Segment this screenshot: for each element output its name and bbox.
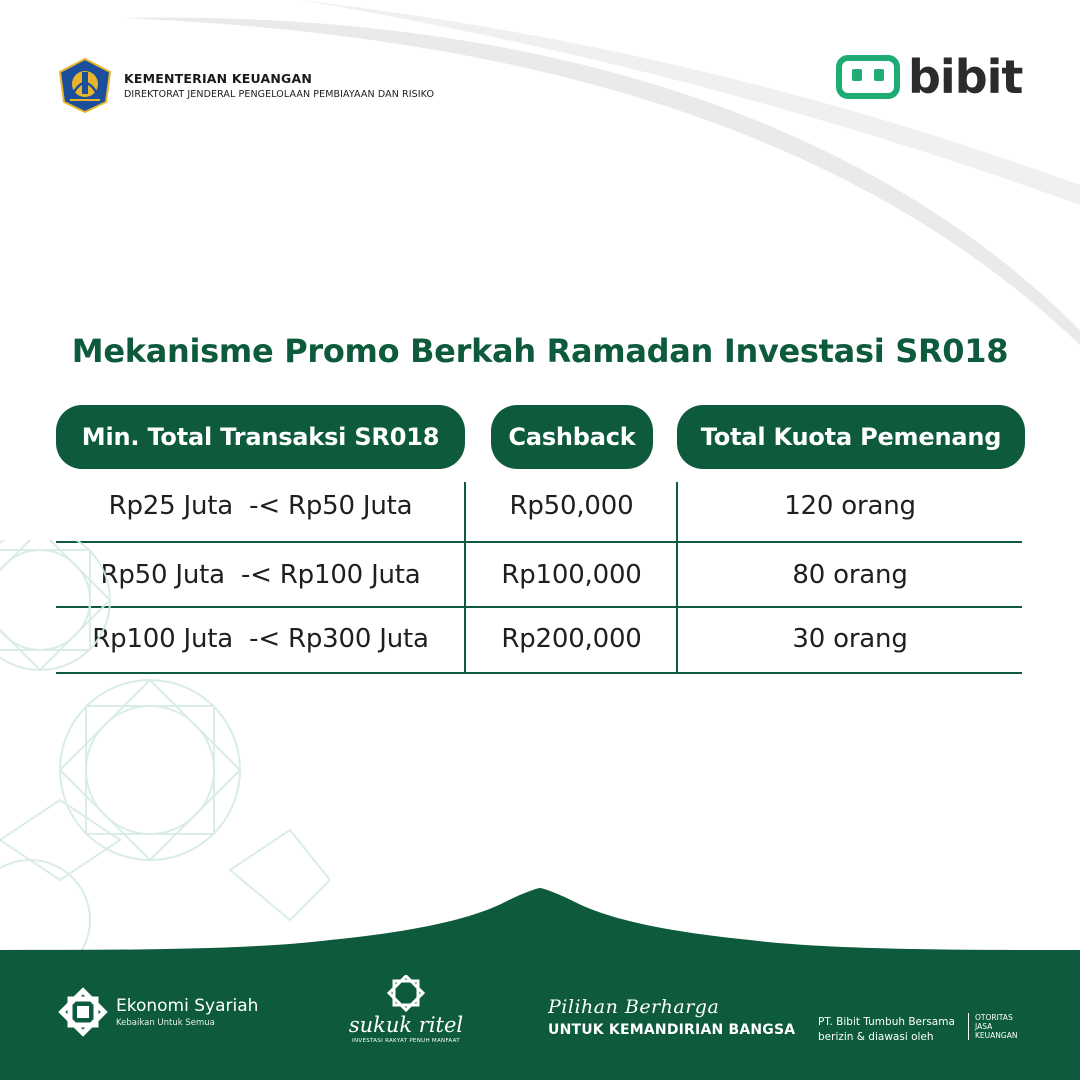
table-cell-quota: 80 orang	[792, 560, 908, 590]
bibit-logo	[836, 50, 1023, 104]
slogan-bottom: UNTUK KEMANDIRIAN BANGSA	[548, 1022, 796, 1038]
kemenkeu-emblem-icon	[56, 56, 114, 114]
ekonomi-syariah-tagline: Kebaikan Untuk Semua	[116, 1018, 215, 1028]
slogan-top: Pilihan Berharga	[548, 996, 720, 1018]
sukuk-ritel-logo	[343, 975, 469, 1044]
ministry-logo	[56, 56, 434, 114]
table-cell-min-transaction: Rp100 Juta -< Rp300 Juta	[92, 624, 429, 654]
ojk-licensed: berizin & diawasi oleh	[818, 1031, 934, 1043]
ojk-logo	[968, 1013, 1017, 1040]
brand-name: bibit	[908, 50, 1023, 104]
table-cell-min-transaction: Rp50 Juta -< Rp100 Juta	[100, 560, 421, 590]
header-cashback: Cashback	[491, 405, 653, 469]
page-title: Mekanisme Promo Berkah Ramadan Investasi SR018	[71, 332, 1009, 370]
pilihan-berharga-slogan	[548, 996, 795, 1038]
sukuk-ritel-tagline: INVESTASI RAKYAT PENUH MANFAAT	[352, 1038, 460, 1044]
bibit-logo-icon	[836, 55, 900, 99]
ekonomi-syariah-logo	[56, 985, 258, 1039]
ministry-name: KEMENTERIAN KEUANGAN	[124, 70, 313, 86]
header-quota: Total Kuota Pemenang	[677, 405, 1025, 469]
footer-wave	[0, 880, 1080, 1080]
ojk-logo-line: OTORITAS	[975, 1013, 1013, 1022]
table-cell-quota: 120 orang	[784, 491, 916, 521]
table-cell-cashback: Rp50,000	[509, 491, 634, 521]
ojk-statement	[818, 1015, 955, 1045]
table-cell-cashback: Rp100,000	[501, 560, 642, 590]
header-min-transaction: Min. Total Transaksi SR018	[56, 405, 465, 469]
ojk-company: PT. Bibit Tumbuh Bersama	[818, 1016, 955, 1028]
ministry-subtitle: DIREKTORAT JENDERAL PENGELOLAAN PEMBIAYAAN DAN RISIKO	[124, 88, 435, 100]
ekonomi-syariah-name: Ekonomi Syariah	[116, 996, 259, 1016]
table-cell-cashback: Rp200,000	[501, 624, 642, 654]
footer-band	[0, 880, 1080, 1080]
sukuk-ritel-name: sukuk ritel	[348, 1013, 464, 1037]
ojk-logo-line: JASA	[975, 1022, 993, 1031]
ojk-logo-line: KEUANGAN	[975, 1031, 1018, 1040]
table-cell-quota: 30 orang	[792, 624, 908, 654]
table-cell-min-transaction: Rp25 Juta -< Rp50 Juta	[108, 491, 413, 521]
ekonomi-syariah-icon	[56, 985, 110, 1039]
sukuk-star-icon	[384, 975, 428, 1015]
